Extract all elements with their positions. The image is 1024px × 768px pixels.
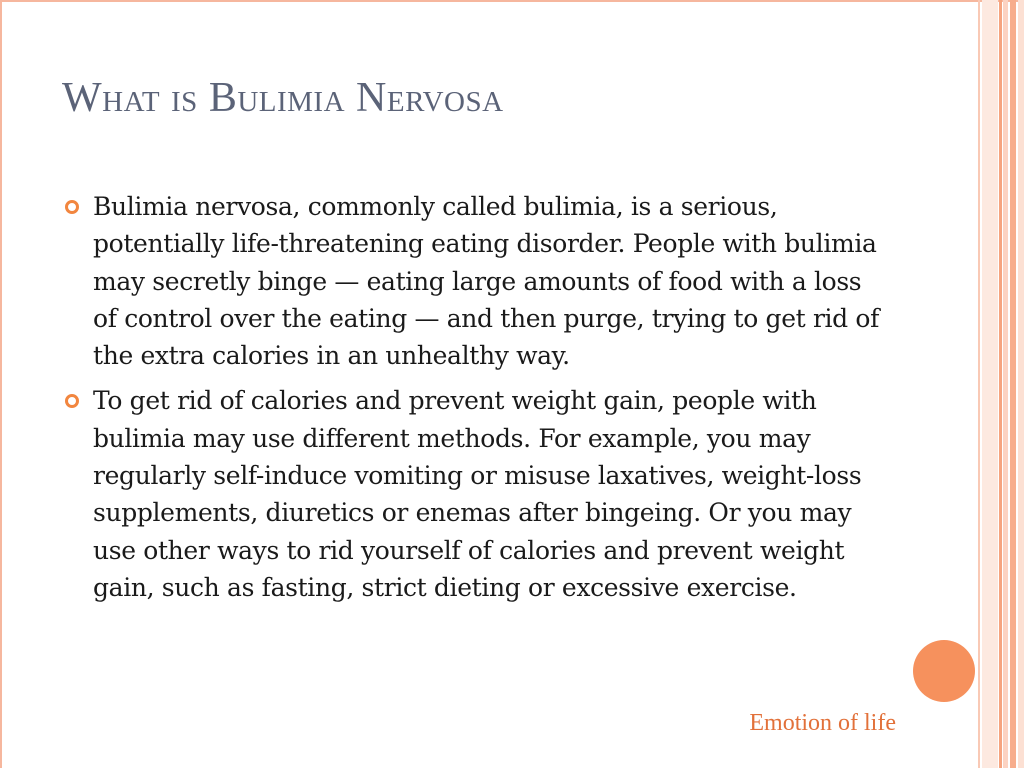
bullet-ring-icon (65, 200, 79, 214)
stripe (982, 0, 998, 768)
bullet-item (62, 188, 892, 374)
bullet-text: Bulimia nervosa, commonly called bulimia, is a serious, potentially life-threatening eating disorder. People with bulimia may secretly binge — eating large amounts of food with a loss of control over the eating — and then purge, trying to get rid of the extra calories in an unhealthy way. (93, 192, 880, 371)
stripe (1003, 0, 1008, 768)
right-decorative-stripes (976, 0, 1024, 768)
bullet-item (62, 382, 892, 606)
bullet-list (62, 188, 892, 614)
stripe (978, 0, 980, 768)
footer-text: Emotion of life (749, 710, 896, 736)
stripe (999, 0, 1002, 768)
bullet-ring-icon (65, 394, 79, 408)
orange-circle-icon (913, 640, 975, 702)
stripe (1018, 0, 1024, 768)
slide-title: What is Bulimia Nervosa (62, 75, 504, 121)
frame-top-border (0, 0, 1024, 2)
frame-left-border (0, 0, 2, 768)
bullet-text: To get rid of calories and prevent weight gain, people with bulimia may use different methods. For example, you may regularly self-induce vomiting or misuse laxatives, weight-loss supplements, diuretics or enemas after bingeing. Or you may use other ways to rid yourself of calories and prevent weight gain, such as fasting, strict dieting or excessive exercise. (93, 386, 862, 602)
stripe (1010, 0, 1016, 768)
